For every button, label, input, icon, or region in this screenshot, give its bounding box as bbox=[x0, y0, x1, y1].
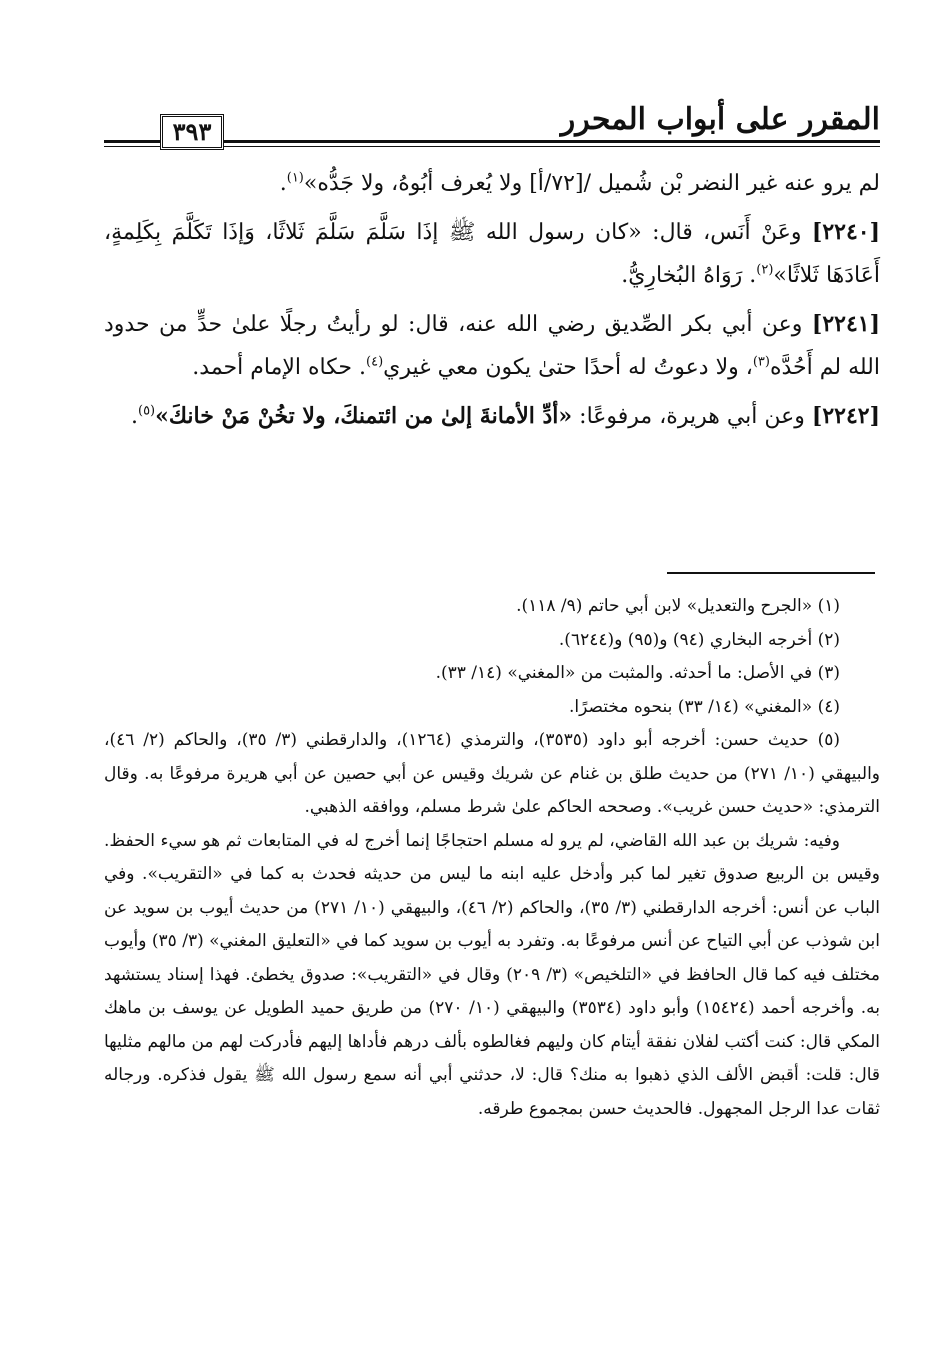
footnote-separator bbox=[667, 572, 875, 574]
hadith-2242 bbox=[104, 395, 880, 438]
continuation-tail: . bbox=[279, 171, 287, 196]
running-title: المقرر على أبواب المحرر bbox=[560, 102, 880, 137]
footnote-5-continuation: وفيه: شريك بن عبد الله القاضي، لم يرو له مسلم احتجاجًا إنما أخرج له في المتابعات ثم هو سيء الحفظ. وقيس بن الربيع صدوق تغير لما كبر وأدخل عليه ابنه ما ليس من حديثه فحدث به كما في «التقريب». وفي الباب عن أنس: أخرجه الدارقطني (٣/ ٣٥)، والحاكم (٢/ ٤٦)، والبيهقي (١٠/ ٢٧١) من حديث أيوب بن سويد عن ابن شوذب عن أبي التياح عن أنس مرفوعًا به. وتفرد به أيوب بن سويد كما في «التعليق المغني» (٣/ ٣٥) وأيوب مختلف فيه كما قال الحافظ في «التلخيص» (٣/ ٢٠٩) وقال في «التقريب»: صدوق يخطئ. فهذا إسناد يستشهد به. وأخرجه أحمد (١٥٤٢٤) وأبو داود (٣٥٣٤) والبيهقي (١٠/ ٢٧٠) من طريق حميد الطويل عن يوسف بن ماهك المكي قال: كنت أكتب لفلان نفقة أيتام كان وليهم فغالطوه بألف درهم فأداها إليهم فأدركت لهم من مالهم مثليها قال: قلت: أقبض الألف الذي ذهبوا به منك؟ قال: لا، حدثني أبي أنه سمع رسول الله ﷺ يقول فذكره. ورجاله ثقات عدا الرجل المجهول. فالحديث حسن بمجموع طرقه. bbox=[104, 830, 881, 1119]
footnote-marker: (٢) bbox=[756, 262, 774, 278]
hadith-text: وعن أبي بكر الصِّديق رضي الله عنه، قال: لو رأيتُ رجلًا علىٰ حدٍّ من حدود الله لم أَحُدَّه bbox=[104, 312, 880, 380]
header-rule-thin bbox=[224, 146, 880, 147]
hadith-2240 bbox=[104, 211, 880, 297]
footnote-5: (٥) حديث حسن: أخرجه أبو داود (٣٥٣٥)، والترمذي (١٢٦٤)، والدارقطني (٣/ ٣٥)، والحاكم (٢/ ٤٦)، والبيهقي (١٠/ ٢٧١) من حديث طلق بن غنام عن شريك وقيس عن أبي حصين عن أبي هريرة مرفوعًا به. وقال الترمذي: «حديث حسن غريب». وصححه الحاكم علىٰ شرط مسلم، ووافقه الذهبي. bbox=[104, 730, 881, 817]
page-number: ٣٩٣ bbox=[160, 114, 224, 150]
footnote-marker: (٥) bbox=[137, 403, 156, 419]
header-rule-left-thin bbox=[104, 146, 160, 147]
hadith-matn: «أدِّ الأمانةَ إلىٰ من ائتمنكَ، ولا تخُنْ مَنْ خانكَ» bbox=[155, 403, 573, 429]
footnote-marker: (٤) bbox=[366, 354, 384, 370]
footnotes bbox=[104, 590, 880, 1126]
hadith-number: [٢٢٤١] bbox=[811, 311, 880, 337]
footnote-1: (١) «الجرح والتعديل» لابن أبي حاتم (٩/ ١١٨). bbox=[516, 596, 840, 616]
hadith-source: . حكاه الإمام أحمد. bbox=[192, 355, 366, 380]
header-rule bbox=[224, 140, 880, 143]
page-header bbox=[104, 100, 880, 160]
hadith-intro: وعن أبي هريرة، مرفوعًا: bbox=[572, 404, 812, 429]
header-rule-left bbox=[104, 140, 160, 143]
hadith-tail: . bbox=[130, 404, 138, 429]
hadith-text: وعَنْ أَنَس، قال: «كان رسول الله ﷺ إذَا سَلَّمَ سَلَّمَ ثَلاثًا، وَإذَا تَكَلَّمَ بِكَلِمةٍ، أَعَادَهَا ثَلاثًا» bbox=[104, 220, 880, 288]
footnote-marker: (٣) bbox=[752, 354, 770, 370]
hadith-2241 bbox=[104, 303, 880, 389]
footnote-marker: (١) bbox=[286, 170, 304, 186]
hadith-source: . رَوَاهُ البُخارِيُّ. bbox=[621, 263, 757, 288]
continuation-text: لم يرو عنه غير النضر بْن شُميل /[٧٢/أ] ولا يُعرف أبُوهُ، ولا جَدُّه» bbox=[303, 171, 880, 196]
continuation-paragraph bbox=[104, 162, 880, 205]
footnote-3: (٣) في الأصل: ما أحدثه. والمثبت من «المغني» (١٤/ ٣٣). bbox=[435, 663, 840, 683]
main-text bbox=[104, 162, 880, 444]
footnote-2: (٢) أخرجه البخاري (٩٤) و(٩٥) و(٦٢٤٤). bbox=[558, 629, 840, 650]
hadith-number: [٢٢٤٢] bbox=[811, 403, 880, 429]
hadith-text-cont: ، ولا دعوتُ له أحدًا حتىٰ يكون معي غيري bbox=[383, 355, 753, 380]
footnote-4: (٤) «المغني» (١٤/ ٣٣) بنحوه مختصرًا. bbox=[569, 696, 840, 717]
hadith-number: [٢٢٤٠] bbox=[811, 219, 880, 245]
